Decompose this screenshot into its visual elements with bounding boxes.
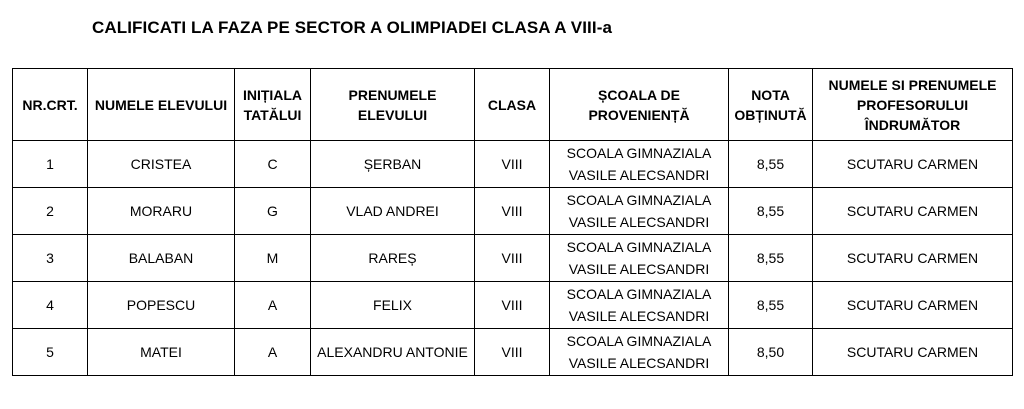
cell-scoala: SCOALA GIMNAZIALA VASILE ALECSANDRI: [550, 141, 729, 188]
table-row: [13, 282, 1013, 329]
cell-nume: MORARU: [88, 188, 235, 235]
header-profesor: NUMELE SI PRENUMELE PROFESORULUI ÎNDRUMĂTOR: [813, 69, 1013, 141]
cell-nr: 3: [13, 235, 88, 282]
header-scoala: ȘCOALA DE PROVENIENȚĂ: [550, 69, 729, 141]
page-title: CALIFICATI LA FAZA PE SECTOR A OLIMPIADEI CLASA A VIII-a: [92, 18, 613, 37]
cell-nota: 8,55: [729, 188, 813, 235]
cell-initiala: M: [235, 235, 311, 282]
cell-scoala: SCOALA GIMNAZIALA VASILE ALECSANDRI: [550, 329, 729, 376]
cell-prenume: ȘERBAN: [311, 141, 475, 188]
cell-scoala: SCOALA GIMNAZIALA VASILE ALECSANDRI: [550, 188, 729, 235]
cell-clasa: VIII: [475, 329, 550, 376]
cell-clasa: VIII: [475, 188, 550, 235]
cell-clasa: VIII: [475, 282, 550, 329]
cell-prenume: VLAD ANDREI: [311, 188, 475, 235]
table-header-row: [13, 69, 1013, 141]
cell-clasa: VIII: [475, 141, 550, 188]
table-row: [13, 188, 1013, 235]
cell-profesor: SCUTARU CARMEN: [813, 188, 1013, 235]
cell-initiala: A: [235, 329, 311, 376]
header-clasa: CLASA: [475, 69, 550, 141]
cell-nume: MATEI: [88, 329, 235, 376]
cell-nume: CRISTEA: [88, 141, 235, 188]
header-prenume: PRENUMELE ELEVULUI: [311, 69, 475, 141]
cell-profesor: SCUTARU CARMEN: [813, 282, 1013, 329]
cell-nr: 1: [13, 141, 88, 188]
cell-clasa: VIII: [475, 235, 550, 282]
cell-nr: 5: [13, 329, 88, 376]
cell-nr: 2: [13, 188, 88, 235]
cell-prenume: FELIX: [311, 282, 475, 329]
table-row: [13, 329, 1013, 376]
header-nr: NR.CRT.: [13, 69, 88, 141]
cell-initiala: G: [235, 188, 311, 235]
cell-initiala: C: [235, 141, 311, 188]
cell-nume: BALABAN: [88, 235, 235, 282]
cell-nota: 8,55: [729, 141, 813, 188]
cell-profesor: SCUTARU CARMEN: [813, 235, 1013, 282]
cell-nota: 8,50: [729, 329, 813, 376]
cell-prenume: RAREȘ: [311, 235, 475, 282]
cell-nota: 8,55: [729, 235, 813, 282]
table-row: [13, 235, 1013, 282]
cell-profesor: SCUTARU CARMEN: [813, 329, 1013, 376]
cell-scoala: SCOALA GIMNAZIALA VASILE ALECSANDRI: [550, 282, 729, 329]
table-row: [13, 141, 1013, 188]
header-nume: NUMELE ELEVULUI: [88, 69, 235, 141]
cell-prenume: ALEXANDRU ANTONIE: [311, 329, 475, 376]
cell-initiala: A: [235, 282, 311, 329]
header-nota: NOTA OBȚINUTĂ: [729, 69, 813, 141]
cell-nota: 8,55: [729, 282, 813, 329]
qualified-students-table: [12, 68, 1013, 376]
cell-nume: POPESCU: [88, 282, 235, 329]
cell-profesor: SCUTARU CARMEN: [813, 141, 1013, 188]
cell-nr: 4: [13, 282, 88, 329]
cell-scoala: SCOALA GIMNAZIALA VASILE ALECSANDRI: [550, 235, 729, 282]
header-initiala: INIȚIALA TATĂLUI: [235, 69, 311, 141]
